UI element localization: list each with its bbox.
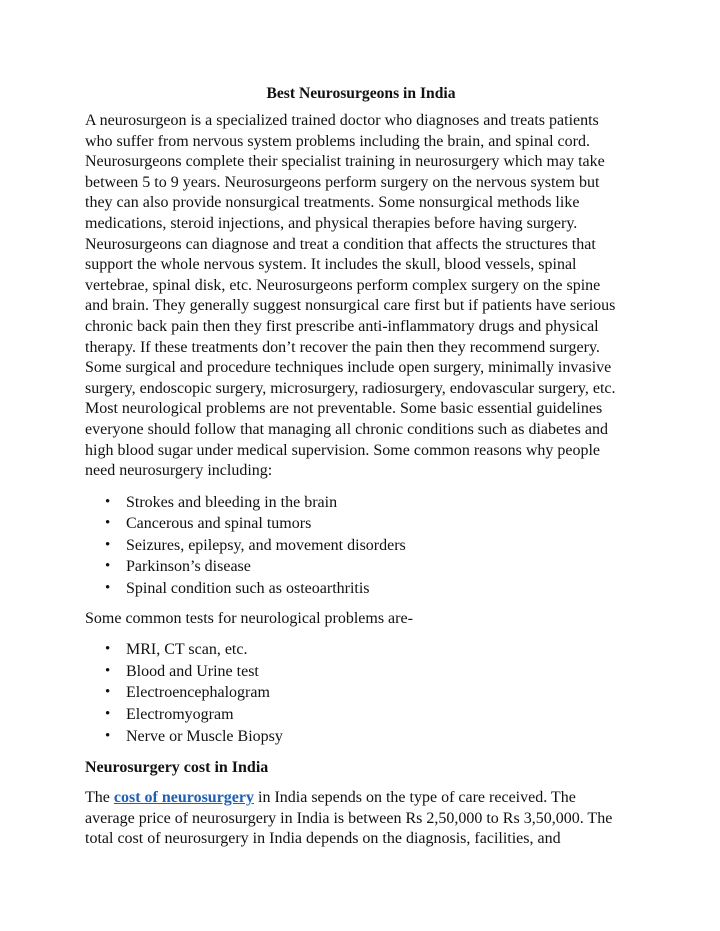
list-item-text: Parkinson’s disease	[126, 558, 251, 576]
cost-heading: Neurosurgery cost in India	[85, 759, 269, 777]
cost-rest-lines	[85, 809, 637, 850]
test-list-item	[85, 661, 637, 683]
intro-line: everyone should follow that managing all chronic conditions such as diabetes and	[85, 420, 608, 438]
cost-prefix: The	[85, 789, 114, 807]
list-item-text: Cancerous and spinal tumors	[126, 515, 312, 533]
page-title: Best Neurosurgeons in India	[266, 85, 456, 102]
list-item-text: Strokes and bleeding in the brain	[126, 493, 338, 511]
list-item-text: Nerve or Muscle Biopsy	[126, 727, 283, 745]
bullet-icon: •	[105, 493, 111, 510]
intro-line: who suffer from nervous system problems including the brain, and spinal cord.	[85, 132, 590, 150]
reason-list-item	[85, 535, 637, 557]
test-list-item	[85, 639, 637, 661]
intro-line: Some surgical and procedure techniques include open surgery, minimally invasive	[85, 359, 612, 377]
intro-line: vertebrae, spinal disk, etc. Neurosurgeons perform complex surgery on the spine	[85, 276, 601, 294]
reason-list-item	[85, 578, 637, 600]
document-page	[85, 84, 637, 850]
test-list-item	[85, 726, 637, 748]
tests-intro: Some common tests for neurological problems are-	[85, 609, 413, 627]
intro-line: Neurosurgeons can diagnose and treat a condition that affects the structures that	[85, 235, 596, 253]
cost-line: average price of neurosurgery in India is between Rs 2,50,000 to Rs 3,50,000. The	[85, 809, 613, 827]
list-item-text: Spinal condition such as osteoarthritis	[126, 580, 370, 598]
intro-line: medications, steroid injections, and physical therapies before having surgery.	[85, 214, 578, 232]
intro-line: Neurosurgeons complete their specialist training in neurosurgery which may take	[85, 153, 605, 171]
cost-of-neurosurgery-link[interactable]: cost of neurosurgery	[113, 789, 254, 807]
intro-line: high blood sugar under medical supervision. Some common reasons why people	[85, 441, 601, 459]
cost-suffix: in India sepends on the type of care received. The	[254, 789, 576, 807]
bullet-icon: •	[105, 662, 111, 679]
reason-list-item	[85, 556, 637, 578]
bullet-icon: •	[105, 706, 111, 723]
intro-line: therapy. If these treatments don’t recover the pain then they recommend surgery.	[85, 338, 600, 356]
cost-paragraph	[85, 788, 637, 850]
test-list-item	[85, 682, 637, 704]
bullet-icon: •	[105, 684, 111, 701]
list-item-text: Electroencephalogram	[126, 684, 270, 702]
bullet-icon: •	[105, 536, 111, 553]
intro-paragraph	[85, 111, 637, 482]
intro-line: between 5 to 9 years. Neurosurgeons perform surgery on the nervous system but	[85, 173, 600, 191]
intro-line: chronic back pain then they first prescribe anti-inflammatory drugs and physical	[85, 317, 599, 335]
intro-line: A neurosurgeon is a specialized trained doctor who diagnoses and treats patients	[85, 112, 599, 129]
bullet-icon: •	[105, 727, 111, 744]
reasons-list	[85, 492, 637, 600]
intro-line: Most neurological problems are not preventable. Some basic essential guidelines	[85, 400, 603, 418]
bullet-icon: •	[105, 641, 111, 658]
reason-list-item	[85, 513, 637, 535]
bullet-icon: •	[105, 515, 111, 532]
intro-line: support the whole nervous system. It includes the skull, blood vessels, spinal	[85, 256, 577, 274]
bullet-icon: •	[105, 580, 111, 597]
tests-list	[85, 639, 637, 747]
intro-line: and brain. They generally suggest nonsurgical care first but if patients have serious	[85, 297, 616, 315]
list-item-text: Electromyogram	[126, 706, 234, 724]
test-list-item	[85, 704, 637, 726]
intro-line: need neurosurgery including:	[85, 462, 273, 480]
bullet-icon: •	[105, 558, 111, 575]
cost-line: total cost of neurosurgery in India depends on the diagnosis, facilities, and	[85, 830, 561, 848]
reason-list-item	[85, 492, 637, 514]
intro-line: they can also provide nonsurgical treatments. Some nonsurgical methods like	[85, 194, 580, 212]
list-item-text: Blood and Urine test	[126, 662, 259, 680]
intro-line: surgery, endoscopic surgery, microsurgery, radiosurgery, endovascular surgery, etc.	[85, 379, 616, 397]
list-item-text: MRI, CT scan, etc.	[126, 641, 248, 659]
list-item-text: Seizures, epilepsy, and movement disorders	[126, 536, 406, 554]
